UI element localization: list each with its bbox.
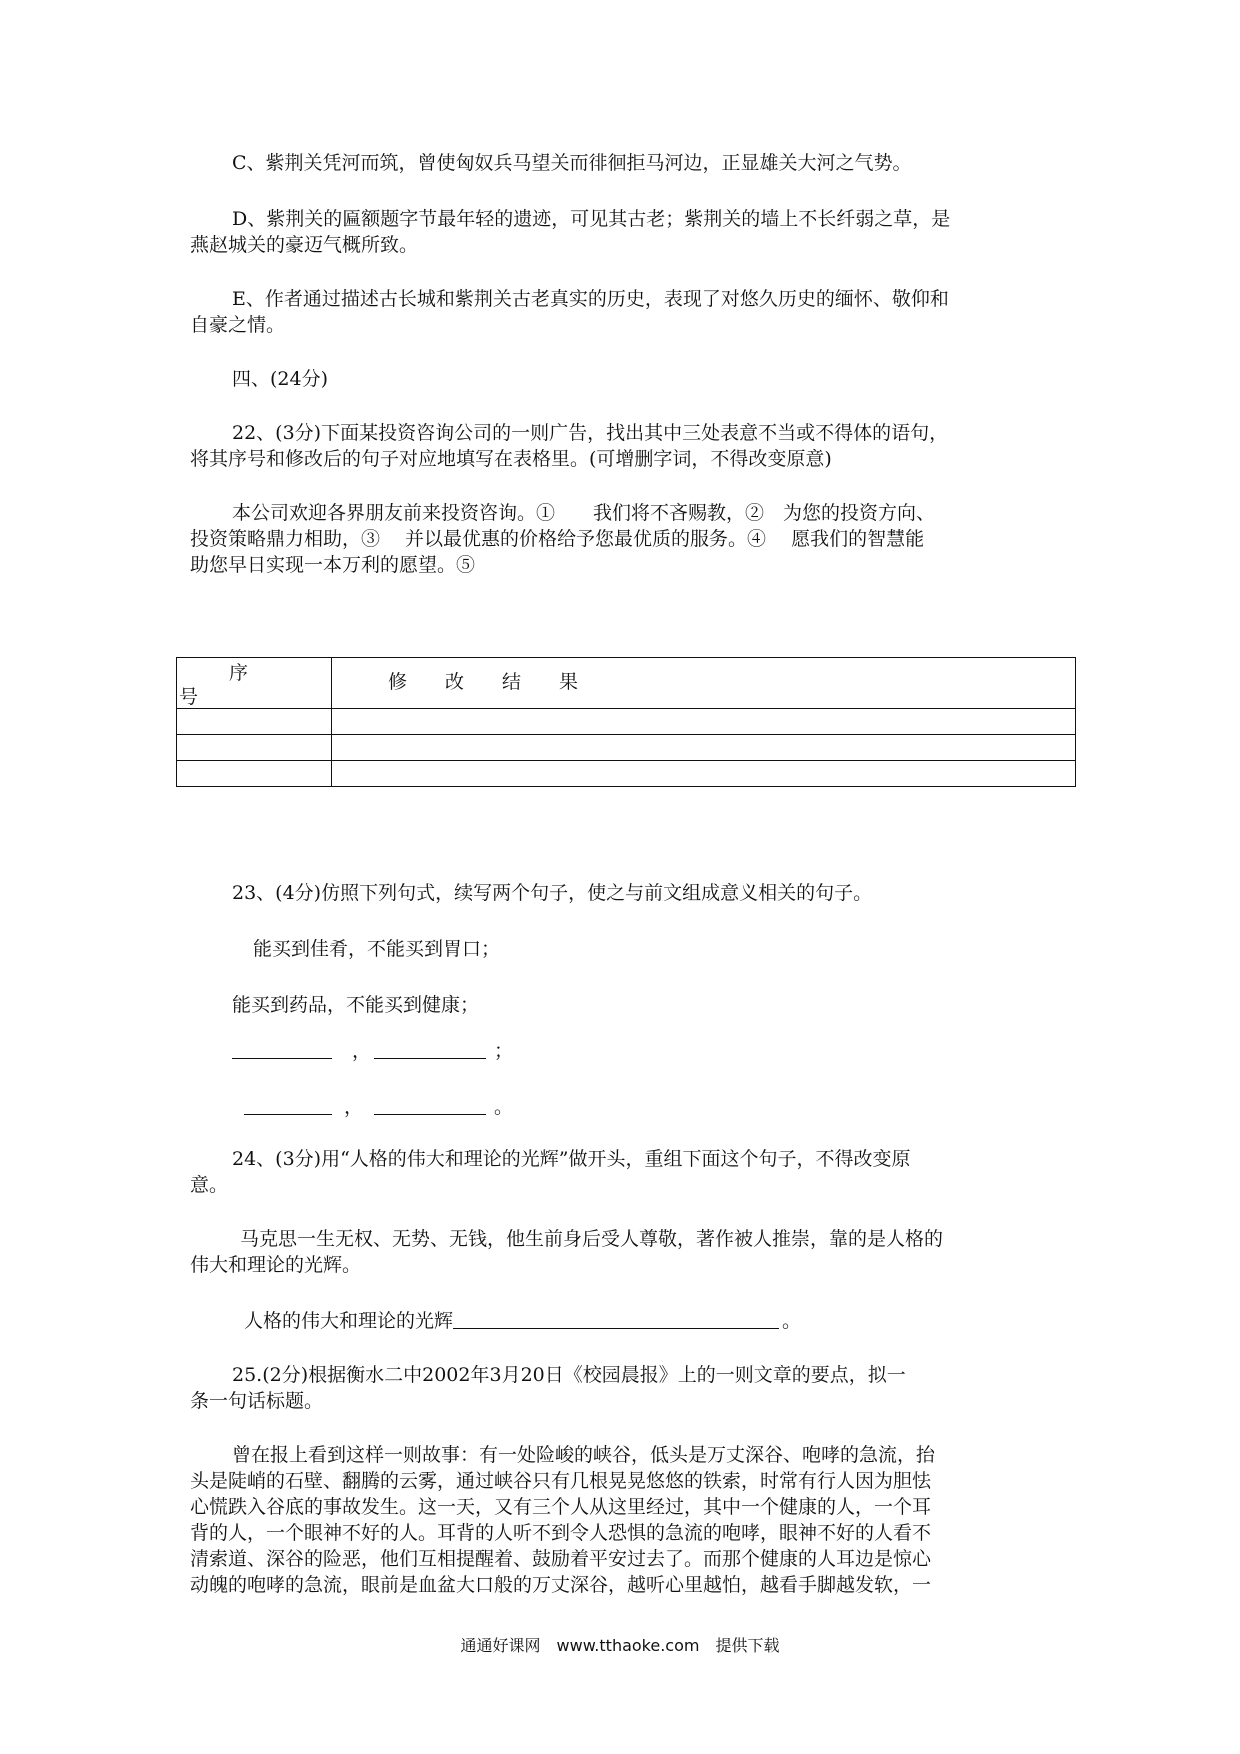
table-row-2-result[interactable] <box>332 735 1076 761</box>
table-row-2-number[interactable] <box>177 735 332 761</box>
q22-ad-line3: 助您早日实现一本万利的愿望。⑤ <box>190 554 476 576</box>
q21-option-e-line2: 自豪之情。 <box>190 314 286 336</box>
q22-prompt-line2: 将其序号和修改后的句子对应地填写在表格里。(可增删字词，不得改变原意) <box>190 448 832 470</box>
q22-answer-table <box>176 657 1076 787</box>
q24-sentence-line1: 马克思一生无权、无势、无钱，他生前身后受人尊敬，著作被人推崇，靠的是人格的 <box>240 1228 944 1250</box>
section4-heading: 四、(24分) <box>232 368 329 390</box>
table-row-1-result[interactable] <box>332 709 1076 735</box>
q24-answer-blank[interactable] <box>453 1328 779 1329</box>
q23-blank-2a[interactable] <box>244 1114 332 1115</box>
q23-comma-2: ， <box>344 1096 364 1118</box>
q25-story-line1: 曾在报上看到这样一则故事：有一处险峻的峡谷，低头是万丈深谷、咆哮的急流，抬 <box>232 1444 936 1466</box>
table-header-number-cell <box>177 658 332 709</box>
q23-blank-2b[interactable] <box>374 1114 486 1115</box>
q25-story-line2: 头是陡峭的石壁、翻腾的云雾，通过峡谷只有几根晃晃悠悠的铁索，时常有行人因为胆怯 <box>190 1470 932 1492</box>
q24-answer-start: 人格的伟大和理论的光辉 <box>244 1310 454 1332</box>
q23-semicolon: ； <box>494 1040 514 1062</box>
q24-sentence-line2: 伟大和理论的光辉。 <box>190 1254 362 1276</box>
q23-blank-1a[interactable] <box>232 1058 332 1059</box>
table-row-1-number[interactable] <box>177 709 332 735</box>
q21-option-d-line1: D、紫荆关的匾额题字节最年轻的遗迹，可见其古老；紫荆关的墙上不长纤弱之草，是 <box>232 208 951 230</box>
q25-story-line5: 清索道、深谷的险恶，他们互相提醒着、鼓励着平安过去了。而那个健康的人耳边是惊心 <box>190 1548 932 1570</box>
q23-example1: 能买到佳肴，不能买到胃口； <box>253 938 501 960</box>
page-footer: 通通好课网 www.tthaoke.com 提供下载 <box>460 1636 780 1655</box>
q25-story-line4: 背的人，一个眼神不好的人。耳背的人听不到令人恐惧的急流的咆哮，眼神不好的人看不 <box>190 1522 932 1544</box>
q24-prompt-line2: 意。 <box>190 1174 229 1196</box>
q23-example2: 能买到药品，不能买到健康； <box>232 994 480 1016</box>
q25-story-line3: 心慌跌入谷底的事故发生。这一天，又有三个人从这里经过，其中一个健康的人，一个耳 <box>190 1496 932 1518</box>
q22-ad-line1: 本公司欢迎各界朋友前来投资咨询。① 我们将不吝赐教，② 为您的投资方向、 <box>232 502 936 524</box>
q21-option-e-line1: E、作者通过描述古长城和紫荆关古老真实的历史，表现了对悠久历史的缅怀、敬仰和 <box>232 288 949 310</box>
table-row-3-result[interactable] <box>332 761 1076 787</box>
q25-prompt-line1: 25.(2分)根据衡水二中2002年3月20日《校园晨报》上的一则文章的要点，拟一 <box>232 1364 906 1386</box>
table-header-number-bottom: 号 <box>179 686 199 708</box>
q23-prompt: 23、(4分)仿照下列句式，续写两个句子，使之与前文组成意义相关的句子。 <box>232 882 873 904</box>
q23-period: 。 <box>494 1096 514 1118</box>
q23-comma-1: ， <box>352 1040 372 1062</box>
table-row-3-number[interactable] <box>177 761 332 787</box>
q22-prompt-line1: 22、(3分)下面某投资咨询公司的一则广告，找出其中三处表意不当或不得体的语句， <box>232 422 949 444</box>
q22-ad-line2: 投资策略鼎力相助，③ 并以最优惠的价格给予您最优质的服务。④ 愿我们的智慧能 <box>190 528 925 550</box>
q25-story-line6: 动魄的咆哮的急流，眼前是血盆大口般的万丈深谷，越听心里越怕，越看手脚越发软，一 <box>190 1574 932 1596</box>
table-header-result-cell <box>332 658 1076 709</box>
q25-prompt-line2: 条一句话标题。 <box>190 1390 324 1412</box>
q24-answer-end: 。 <box>782 1310 802 1332</box>
q23-blank-1b[interactable] <box>374 1058 486 1059</box>
q21-option-d-line2: 燕赵城关的豪迈气概所致。 <box>190 234 419 256</box>
table-header-number-top: 序 <box>229 662 249 684</box>
q21-option-c: C、紫荆关凭河而筑，曾使匈奴兵马望关而徘徊拒马河边，正显雄关大河之气势。 <box>232 152 912 174</box>
q24-prompt-line1: 24、(3分)用“人格的伟大和理论的光辉”做开头，重组下面这个句子，不得改变原 <box>232 1148 911 1170</box>
table-header-result: 修 改 结 果 <box>388 671 579 693</box>
